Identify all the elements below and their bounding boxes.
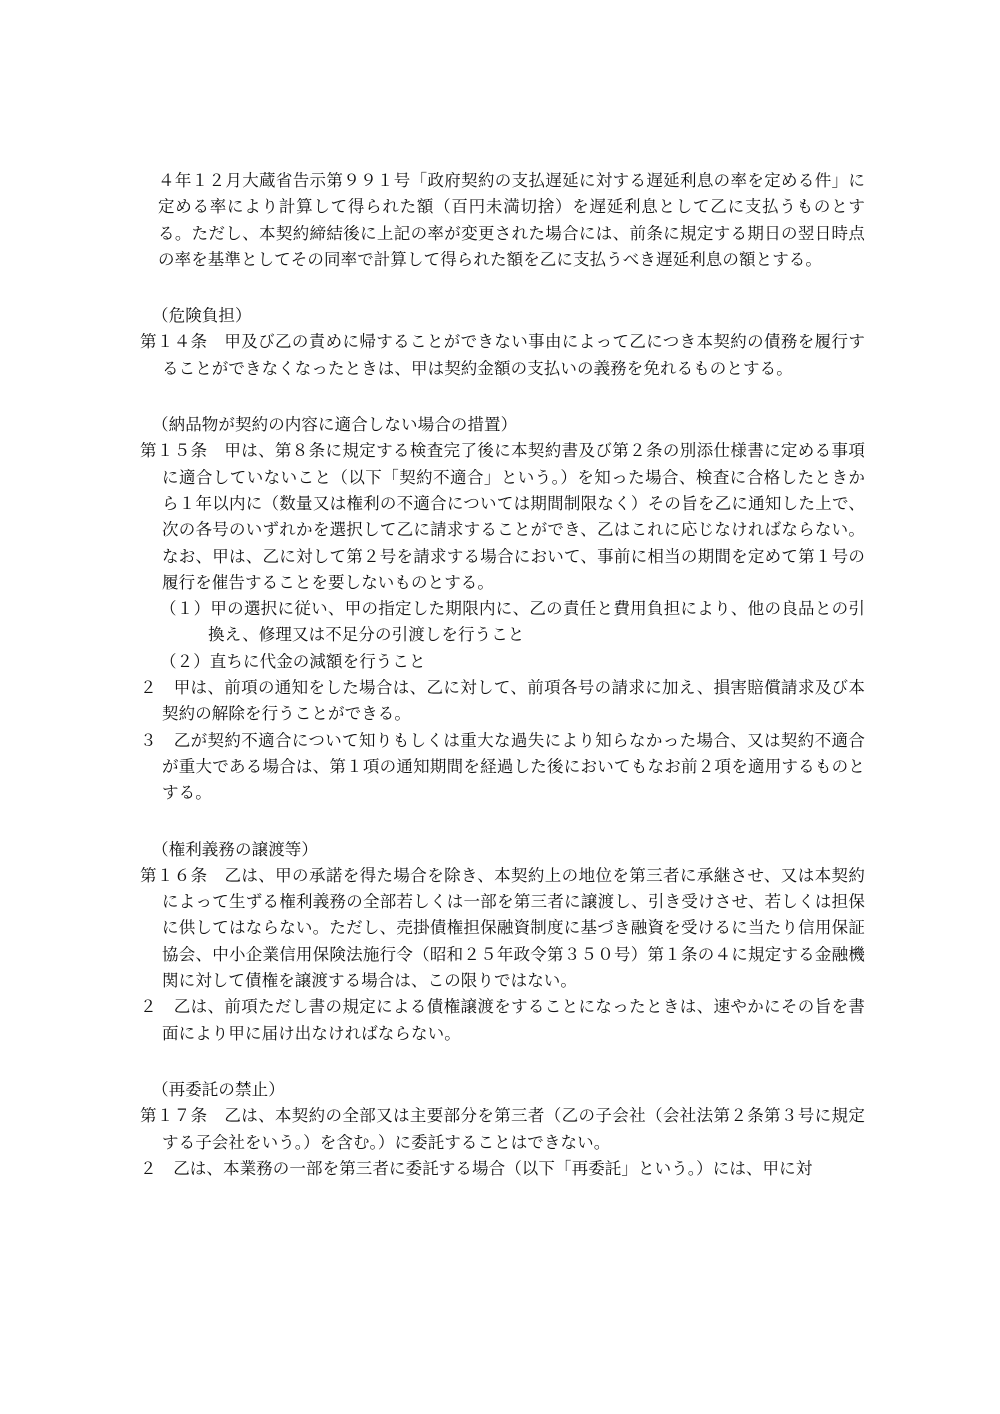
article-15-body: 第１５条 甲は、第８条に規定する検査完了後に本契約書及び第２条の別添仕様書に定める事項に適合していないこと（以下「契約不適合」という。）を知った場合、検査に合格したときから１年以内に（数量又は権利の不適合については期間制限なく）その旨を乙に通知した上で、次の各号のいずれかを選択して乙に請求することができ、乙はこれに応じなければならない。なお、甲は、乙に対して第２号を請求する場合において、事前に相当の期間を定めて第１号の履行を催告することを要しないものとする。 (140, 441, 865, 592)
article-15-paragraph-3: ３ 乙が契約不適合について知りもしくは重大な過失により知らなかった場合、又は契約不適合が重大である場合は、第１項の通知期間を経過した後においてもなお前２項を適用するものとする。 (140, 730, 865, 803)
article-15-item-2: （２）直ちに代金の減額を行うこと (160, 651, 426, 671)
contract-text (140, 168, 865, 1182)
article-16-heading: （権利義務の譲渡等） (152, 839, 318, 859)
article-15-heading: （納品物が契約の内容に適合しない場合の措置） (152, 415, 518, 435)
article-17-heading: （再委託の禁止） (152, 1079, 285, 1099)
article-14-body: 第１４条 甲及び乙の責めに帰することができない事由によって乙につき本契約の債務を履行することができなくなったときは、甲は契約金額の支払いの義務を免れるものとする。 (140, 332, 865, 378)
article-15-paragraph-2: ２ 甲は、前項の通知をした場合は、乙に対して、前項各号の請求に加え、損害賠償請求及び本契約の解除を行うことができる。 (140, 678, 865, 724)
article-17-paragraph-2: ２ 乙は、本業務の一部を第三者に委託する場合（以下「再委託」という。）には、甲に対 (140, 1158, 813, 1178)
article-16-body: 第１６条 乙は、甲の承諾を得た場合を除き、本契約上の地位を第三者に承継させ、又は本契約によって生ずる権利義務の全部若しくは一部を第三者に譲渡し、引き受けさせ、若しくは担保に供してはならない。ただし、売掛債権担保融資制度に基づき融資を受けるに当たり信用保証協会、中小企業信用保険法施行令（昭和２５年政令第３５０号）第１条の４に規定する金融機関に対して債権を譲渡する場合は、この限りではない。 (140, 865, 865, 991)
article-14-heading: （危険負担） (152, 306, 252, 326)
article-16-paragraph-2: ２ 乙は、前項ただし書の規定による債権譲渡をすることになったときは、速やかにその旨を書面により甲に届け出なければならない。 (140, 997, 865, 1043)
article-17-body: 第１７条 乙は、本契約の全部又は主要部分を第三者（乙の子会社（会社法第２条第３号に規定する子会社をいう。）を含む。）に委託することはできない。 (140, 1106, 865, 1152)
article-15-item-1: （１）甲の選択に従い、甲の指定した期限内に、乙の責任と費用負担により、他の良品との引換え、修理又は不足分の引渡しを行うこと (160, 599, 865, 645)
intro-paragraph: ４年１２月大蔵省告示第９９１号「政府契約の支払遅延に対する遅延利息の率を定める件」に定める率により計算して得られた額（百円未満切捨）を遅延利息として乙に支払うものとする。ただし、本契約締結後に上記の率が変更された場合には、前条に規定する期日の翌日時点の率を基準としてその同率で計算して得られた額を乙に支払うべき遅延利息の額とする。 (158, 171, 865, 269)
